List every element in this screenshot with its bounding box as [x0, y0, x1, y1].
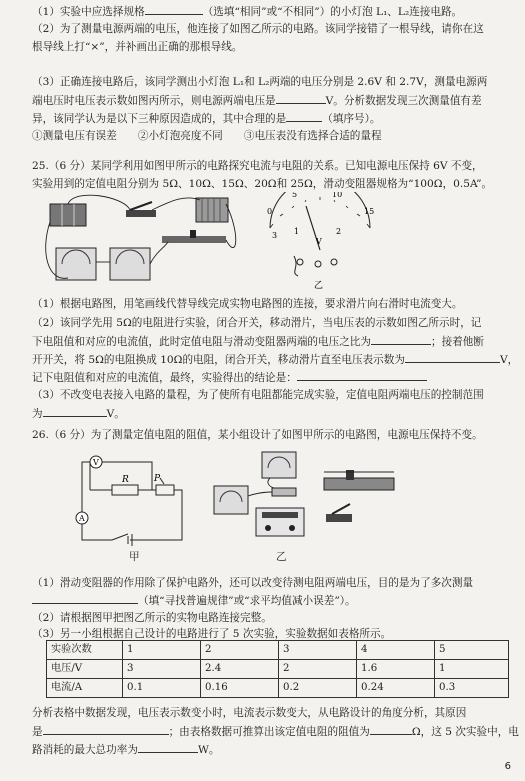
page-number: 6 — [504, 760, 511, 772]
table-cell: 0.3 — [435, 679, 509, 698]
table-cell: 1 — [123, 641, 201, 660]
q24-p1-text-a: （1）实验中应选择规格 — [32, 6, 145, 18]
answer-blank[interactable] — [32, 592, 138, 604]
text: 路消耗的最大总功率为 — [32, 744, 138, 756]
answer-blank[interactable] — [297, 369, 427, 381]
text: Ω，这 5 次实验中，电 — [411, 726, 519, 738]
text: V， — [499, 354, 519, 366]
q25-sub2-line4 — [32, 369, 427, 388]
battery-pack — [50, 204, 86, 226]
q25-sub3-line2 — [32, 405, 125, 424]
text: 下电阻值和对应的电流值，此时定值电阻与滑动变阻器两端的电压之比为 — [32, 336, 371, 348]
q26-analysis-line2 — [32, 723, 519, 742]
resistor-box — [196, 198, 228, 222]
answer-blank[interactable] — [371, 333, 431, 345]
voltmeter-device — [56, 248, 96, 280]
q24-part2-line1: （2）为了测量电源两端的电压，他连接了如图乙所示的电路。该同学接错了一根导线，请你在这 — [32, 23, 484, 35]
table-cell: 0.1 — [123, 679, 201, 698]
q26-analysis-line3 — [32, 741, 219, 760]
tick-label: 0 — [267, 207, 273, 216]
text: 记下电阻值和对应的电流值，最终，实验得出的结论是： — [32, 372, 297, 384]
table-cell: 电压/V — [47, 660, 123, 679]
q25-stem-line2: 实验用到的定值电阻分别为 5Ω、10Ω、15Ω、20Ω和 25Ω，滑动变阻器规格为“100Ω，0.5A”。 — [32, 178, 493, 190]
q24-part3-line3 — [32, 110, 381, 129]
q25-voltmeter-dial-figure — [260, 192, 380, 292]
rheostat — [324, 470, 394, 490]
text: （填序号）。 — [322, 113, 381, 125]
answer-blank[interactable] — [276, 92, 326, 104]
text: 开开关，将 5Ω的电阻换成 10Ω的电阻，闭合开关，移动滑片直至电压表示数为 — [32, 354, 405, 366]
table-cell: 4 — [357, 641, 435, 660]
voltmeter-device — [262, 452, 296, 478]
q25-sub3-line1: （3）不改变电表接入电路的量程，为了使所有电阻都能完成实验，定值电阻两端电压的控制范围 — [32, 389, 484, 401]
resistor-on-stand — [272, 488, 296, 496]
dial-ticks — [270, 197, 370, 228]
answer-blank[interactable] — [145, 3, 203, 15]
text: 为 — [32, 408, 43, 420]
table-row — [47, 660, 509, 679]
meter-unit-label: V — [316, 237, 322, 246]
table-cell: 电流/A — [47, 679, 123, 698]
text: 是 — [32, 726, 43, 738]
q26-sub1-line2 — [32, 592, 356, 611]
tick-label: 15 — [364, 207, 375, 216]
table-cell: 2.4 — [201, 660, 279, 679]
answer-blank[interactable] — [138, 741, 198, 753]
q24-part1 — [32, 3, 462, 22]
answer-blank[interactable] — [370, 723, 412, 735]
answer-blank[interactable] — [43, 405, 107, 417]
text: ；接着他断 — [431, 336, 484, 348]
q26-circuit-diagram — [72, 448, 202, 558]
table-cell: 实验次数 — [47, 641, 123, 660]
table-cell: 5 — [435, 641, 509, 660]
text: V。 — [106, 408, 125, 420]
table-cell: 0.16 — [201, 679, 279, 698]
switch — [326, 504, 352, 522]
table-cell: 0.2 — [279, 679, 357, 698]
meter-terminals — [294, 256, 337, 276]
text: V。分析数据发现三次测量值有差 — [325, 95, 482, 107]
table-cell: 1.6 — [357, 660, 435, 679]
figure-label-jia: 甲 — [129, 551, 140, 563]
q24-p1-text-b: （选填“相同”或“不相同”）的小灯泡 L₁、L₂连接电路。 — [202, 6, 463, 18]
q26-sub1-line1: （1）滑动变阻器的作用除了保护电路外，还可以改变待测电阻两端电压，目的是为了多次测量 — [32, 577, 474, 589]
text: （填“寻找普遍规律”或“求平均值减小误差”）。 — [138, 595, 356, 607]
symbol-label: A — [79, 514, 85, 523]
figure-label: 乙 — [314, 281, 324, 291]
answer-blank[interactable] — [43, 723, 169, 735]
table-row — [47, 679, 509, 698]
q25-sub1: （1）根据电路图，用笔画线代替导线完成实物电路图的连接，要求滑片向右滑时电流变大。 — [32, 298, 463, 310]
rheostat — [162, 230, 226, 243]
text: 异，该同学认为是以下三种原因造成的，其中合理的是 — [32, 113, 287, 125]
q25-sub2-line1: （2）该同学先用 5Ω的电阻进行实验，闭合开关，移动滑片，当电压表的示数如图乙所示时，记 — [32, 317, 482, 329]
q24-part3-line2 — [32, 92, 482, 111]
tick-label: 2 — [336, 227, 342, 236]
q26-data-table — [46, 640, 509, 698]
q26-rheostat-and-switch — [316, 466, 426, 536]
symbol-label: V — [93, 458, 99, 467]
answer-blank[interactable] — [405, 351, 500, 363]
q24-options: ①测量电压有误差 ②小灯泡亮度不同 ③电压表没有选择合适的量程 — [32, 130, 382, 142]
table-cell: 3 — [123, 660, 201, 679]
text: W。 — [197, 744, 220, 756]
q26-sub3: （3）另一小组根据自己设计的电路进行了 5 次实验，实验数据如表格所示。 — [32, 628, 392, 640]
table-header-row — [47, 641, 509, 660]
tick-label: 5 — [292, 192, 298, 199]
tick-label: 10 — [332, 192, 343, 199]
text: 端电压时电压表示数如图丙所示，则电源两端电压是 — [32, 95, 276, 107]
slider-label: P — [154, 474, 161, 484]
q24-part2-line2: 根导线上打“×”，并补画出正确的那根导线。 — [32, 41, 243, 53]
power-supply — [256, 508, 304, 536]
q25-sub2-line2 — [32, 333, 484, 352]
q25-sub2-line3 — [32, 351, 518, 370]
table-cell: 3 — [279, 641, 357, 660]
table-cell: 0.24 — [357, 679, 435, 698]
ammeter-device — [214, 486, 248, 514]
answer-blank[interactable] — [286, 110, 322, 122]
ammeter-device — [110, 248, 150, 280]
table-cell: 2 — [279, 660, 357, 679]
q26-analysis-line1: 分析表格中数据发现，电压表示数变小时，电流表示数变大，从电路设计的角度分析，其原因 — [32, 707, 467, 719]
q25-physical-circuit-figure — [44, 192, 244, 292]
table-cell: 2 — [201, 641, 279, 660]
tick-label: 3 — [272, 231, 278, 240]
q26-sub2: （2）请根据图甲把图乙所示的实物电路连接完整。 — [32, 612, 272, 624]
q25-stem-line1: 25.（6 分）某同学利用如图甲所示的电路探究电流与电阻的关系。已知电源电压保持 6V 不变， — [32, 160, 483, 172]
text: ；由表格数据可推算出该定值电阻的阻值为 — [168, 726, 370, 738]
q24-part3-line1: （3）正确连接电路后，该同学测出小灯泡 L₁和 L₂两端的电压分别是 2.6V 和 2.7V，测量电源两 — [32, 76, 488, 88]
q26-stem: 26.（6 分）为了测量定值电阻的阻值，某小组设计了如图甲所示的电路图，电源电压保持不变。 — [32, 429, 483, 441]
figure-label-yi: 乙 — [276, 551, 287, 563]
table-cell: 1 — [435, 660, 509, 679]
switch — [126, 202, 156, 217]
resistor-label: R — [122, 475, 129, 485]
tick-label: 1 — [294, 227, 300, 236]
